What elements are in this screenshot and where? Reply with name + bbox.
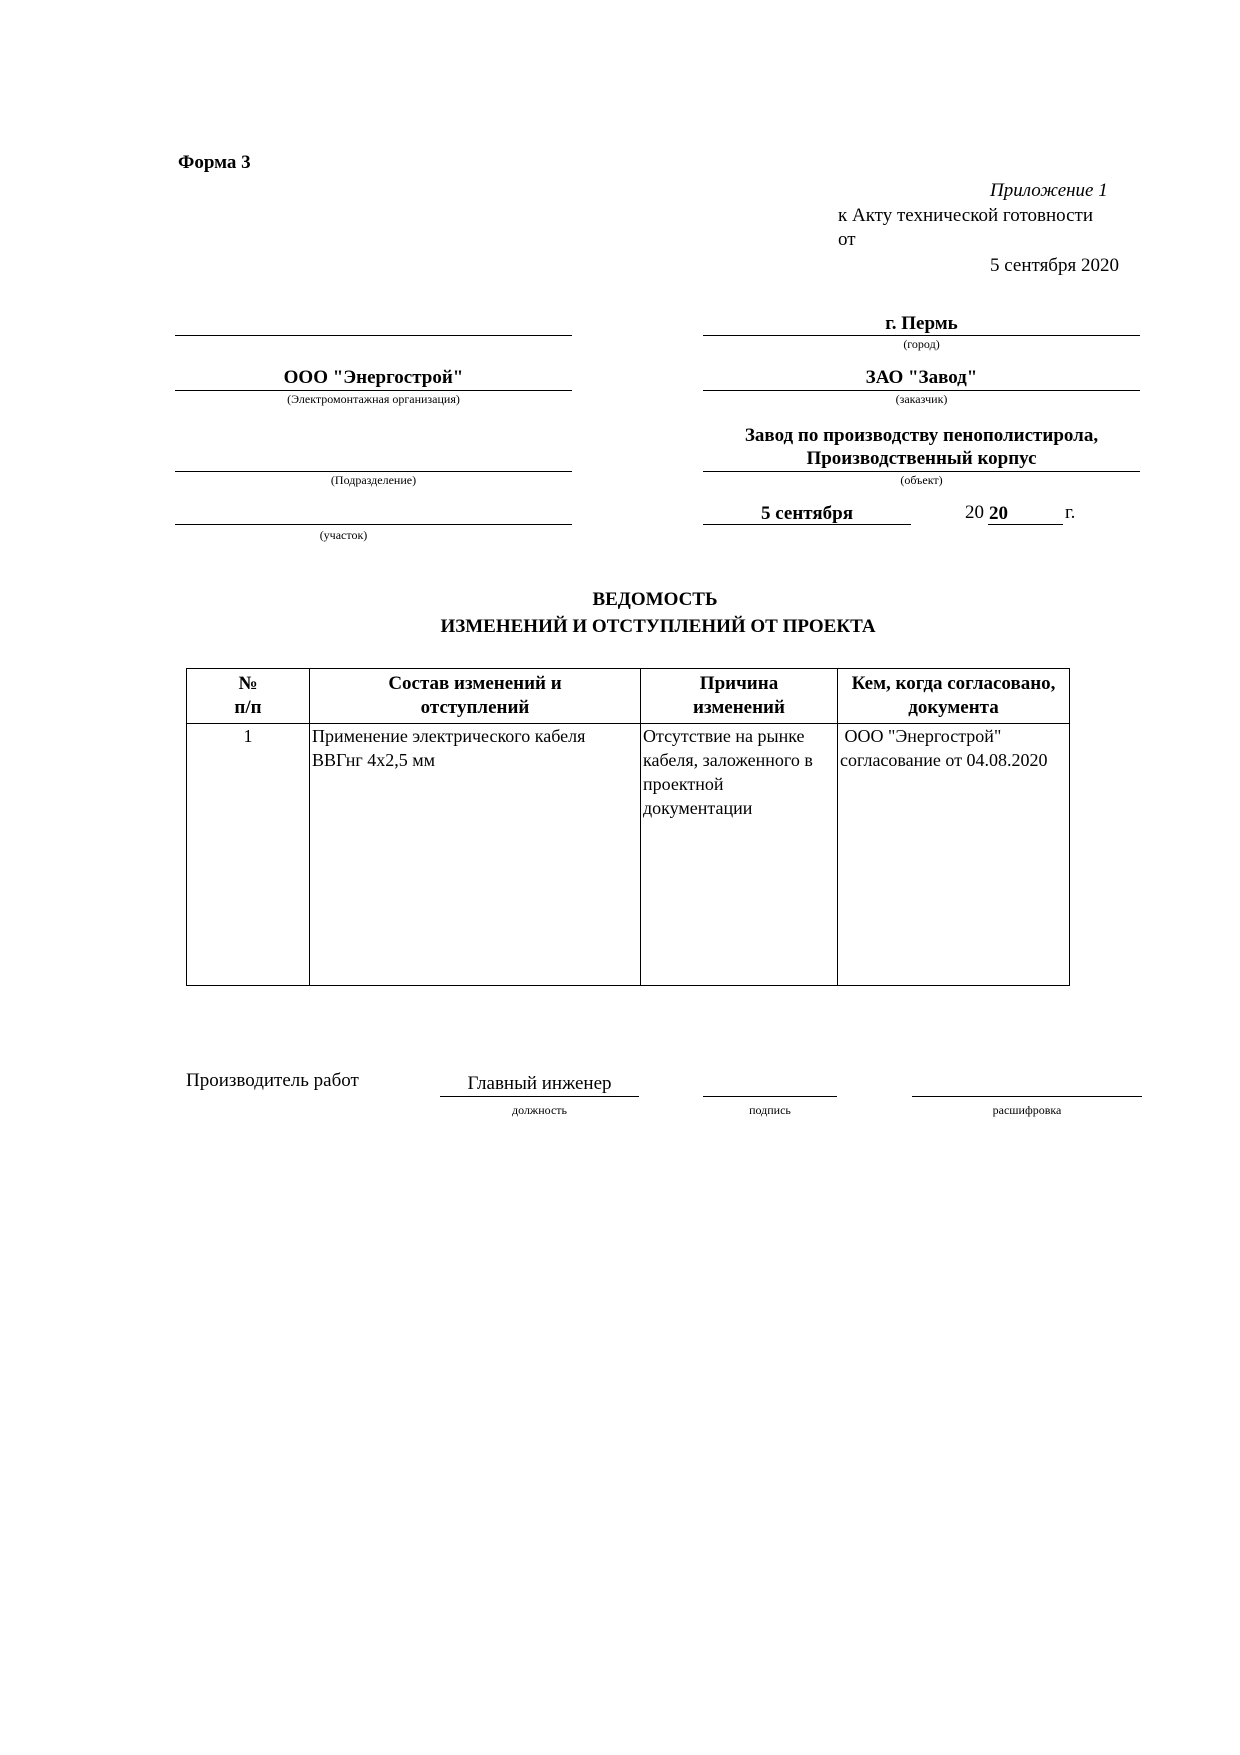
changes-table bbox=[186, 668, 1070, 986]
subdivision-underline bbox=[175, 471, 572, 472]
signature-caption: подпись bbox=[749, 1103, 791, 1117]
left-top-underline bbox=[175, 335, 572, 336]
organization-value: ООО "Энергострой" bbox=[283, 367, 464, 388]
signature-underline bbox=[703, 1096, 837, 1097]
header-number bbox=[187, 669, 310, 724]
header-reason bbox=[641, 669, 838, 724]
date-day-month-underline bbox=[703, 524, 911, 525]
city-underline bbox=[703, 335, 1140, 336]
row-number: 1 bbox=[187, 724, 310, 986]
section-caption: (участок) bbox=[319, 528, 368, 542]
position-value: Главный инженер bbox=[467, 1073, 612, 1094]
row-composition: Применение электрического кабеля ВВГнг 4х2,5 мм bbox=[310, 724, 641, 986]
object-value-line2: Производственный корпус bbox=[806, 448, 1037, 469]
object-caption: (объект) bbox=[900, 473, 943, 487]
date-year-underline bbox=[988, 524, 1063, 525]
appendix-date: 5 сентября 2020 bbox=[990, 255, 1119, 276]
organization-underline bbox=[175, 390, 572, 391]
header-approved-by-label: Кем, когда согласовано, документа bbox=[851, 673, 1056, 718]
appendix-title: Приложение 1 bbox=[990, 180, 1108, 201]
date-year-unit: г. bbox=[1065, 502, 1076, 523]
subdivision-caption: (Подразделение) bbox=[330, 473, 417, 487]
row-reason: Отсутствие на рынке кабеля, заложенного в проектной документации bbox=[641, 724, 838, 986]
appendix-line2: от bbox=[838, 229, 856, 250]
object-underline bbox=[703, 471, 1140, 472]
decoding-underline bbox=[912, 1096, 1142, 1097]
date-year-suffix: 20 bbox=[989, 503, 1008, 524]
header-composition bbox=[310, 669, 641, 724]
heading-line2: ИЗМЕНЕНИЙ И ОТСТУПЛЕНИЙ ОТ ПРОЕКТА bbox=[440, 616, 876, 637]
header-reason-label: Причина изменений bbox=[693, 673, 785, 718]
date-year-prefix: 20 bbox=[965, 502, 984, 523]
row-approved-by: ООО "Энергострой" согласование от 04.08.2020 bbox=[838, 724, 1070, 986]
header-number-label: № п/п bbox=[234, 673, 262, 718]
header-approved-by bbox=[838, 669, 1070, 724]
heading-line1: ВЕДОМОСТЬ bbox=[592, 589, 718, 610]
city-caption: (город) bbox=[903, 337, 940, 351]
decoding-caption: расшифровка bbox=[992, 1103, 1062, 1117]
form-label: Форма 3 bbox=[178, 152, 251, 173]
position-underline bbox=[440, 1096, 639, 1097]
table-header-row bbox=[187, 669, 1070, 724]
object-value-line1: Завод по производству пенополистирола, bbox=[744, 425, 1099, 446]
date-day-month: 5 сентября bbox=[760, 503, 853, 524]
position-caption: должность bbox=[512, 1103, 567, 1117]
header-composition-label: Состав изменений и отступлений bbox=[388, 673, 562, 718]
signature-role-label: Производитель работ bbox=[186, 1070, 359, 1091]
organization-caption: (Электромонтажная организация) bbox=[287, 392, 460, 406]
section-underline bbox=[175, 524, 572, 525]
table-row bbox=[187, 724, 1070, 986]
customer-value: ЗАО "Завод" bbox=[865, 367, 978, 388]
customer-underline bbox=[703, 390, 1140, 391]
city-value: г. Пермь bbox=[885, 313, 958, 334]
customer-caption: (заказчик) bbox=[895, 392, 948, 406]
appendix-line1: к Акту технической готовности bbox=[838, 205, 1094, 226]
